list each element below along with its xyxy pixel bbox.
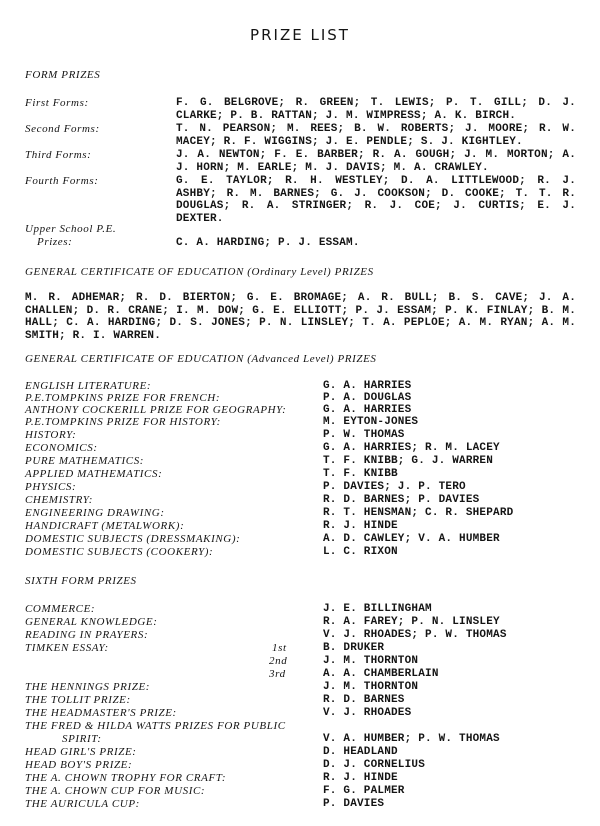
- advanced-subject: P.E.TOMPKINS PRIZE FOR FRENCH:: [25, 392, 221, 404]
- third-forms-names: J. A. NEWTON; F. E. BARBER; R. A. GOUGH; J. M. MORTON; A. J. HORN; M. EARLE; M. J. DAVIS; M. A. CRAWLEY.: [176, 149, 576, 174]
- advanced-winner: T. F. KNIBB; G. J. WARREN: [323, 455, 494, 467]
- gce-ordinary-heading: GENERAL CERTIFICATE OF EDUCATION (Ordinary Level) PRIZES: [25, 266, 374, 278]
- advanced-subject: ENGLISH LITERATURE:: [25, 380, 152, 392]
- sixth-form-winner: J. M. THORNTON: [323, 681, 419, 693]
- advanced-winner: R. J. HINDE: [323, 520, 398, 532]
- sixth-form-label: HEAD GIRL'S PRIZE:: [25, 746, 137, 758]
- sixth-form-winner: R. J. HINDE: [323, 772, 398, 784]
- advanced-winner: R. T. HENSMAN; C. R. SHEPARD: [323, 507, 514, 519]
- advanced-winner: R. D. BARNES; P. DAVIES: [323, 494, 480, 506]
- upper-school-label-line2: Prizes:: [37, 236, 73, 248]
- sixth-form-label: COMMERCE:: [25, 603, 96, 615]
- advanced-subject: DOMESTIC SUBJECTS (DRESSMAKING):: [25, 533, 241, 545]
- sixth-form-label: THE AURICULA CUP:: [25, 798, 140, 810]
- advanced-subject: PHYSICS:: [25, 481, 77, 493]
- sixth-form-label: THE HEADMASTER'S PRIZE:: [25, 707, 177, 719]
- form-prizes-heading: FORM PRIZES: [25, 69, 101, 81]
- second-forms-label: Second Forms:: [25, 123, 100, 135]
- sixth-form-winner: J. E. BILLINGHAM: [323, 603, 432, 615]
- advanced-winner: P. W. THOMAS: [323, 429, 405, 441]
- advanced-winner: P. A. DOUGLAS: [323, 392, 412, 404]
- advanced-subject: DOMESTIC SUBJECTS (COOKERY):: [25, 546, 214, 558]
- sixth-form-winner: V. A. HUMBER; P. W. THOMAS: [323, 733, 500, 745]
- gce-ordinary-names: M. R. ADHEMAR; R. D. BIERTON; G. E. BROMAGE; A. R. BULL; B. S. CAVE; J. A. CHALLEN; D. R. CRANE; I. M. DOW; G. E. ELLIOTT; P. J. ESSAM; P. K. FINLAY; B. M. HALL; C. A. HARDING; D. S. JONES; P. N. LINSLEY; T. A. PEPLOE; A. M. RYAN; A. M. SMITH; R. I. WARREN.: [25, 292, 576, 342]
- sixth-form-winner: D. HEADLAND: [323, 746, 398, 758]
- page-title: PRIZE LIST: [250, 26, 350, 44]
- fourth-forms-label: Fourth Forms:: [25, 175, 99, 187]
- advanced-subject: HANDICRAFT (METALWORK):: [25, 520, 185, 532]
- sixth-form-label: THE A. CHOWN CUP FOR MUSIC:: [25, 785, 206, 797]
- sixth-form-label: THE FRED & HILDA WATTS PRIZES FOR PUBLIC: [25, 720, 286, 732]
- sixth-form-winner: J. M. THORNTON: [323, 655, 419, 667]
- advanced-subject: PURE MATHEMATICS:: [25, 455, 145, 467]
- sixth-form-label: SPIRIT:: [62, 733, 102, 745]
- sixth-form-winner: R. D. BARNES: [323, 694, 405, 706]
- advanced-winner: G. A. HARRIES: [323, 404, 412, 416]
- sixth-form-label: GENERAL KNOWLEDGE:: [25, 616, 158, 628]
- sixth-form-winner: R. A. FAREY; P. N. LINSLEY: [323, 616, 500, 628]
- advanced-winner: M. EYTON-JONES: [323, 416, 419, 428]
- advanced-winner: G. A. HARRIES; R. M. LACEY: [323, 442, 500, 454]
- sixth-form-winner: B. DRUKER: [323, 642, 385, 654]
- advanced-winner: G. A. HARRIES: [323, 380, 412, 392]
- sixth-form-label: READING IN PRAYERS:: [25, 629, 149, 641]
- sixth-form-winner: F. G. PALMER: [323, 785, 405, 797]
- sixth-form-label: THE HENNINGS PRIZE:: [25, 681, 151, 693]
- advanced-subject: ANTHONY COCKERILL PRIZE FOR GEOGRAPHY:: [25, 404, 287, 416]
- advanced-subject: ECONOMICS:: [25, 442, 98, 454]
- sixth-form-place: 3rd: [269, 668, 286, 680]
- sixth-form-place: 1st: [272, 642, 287, 654]
- first-forms-names: F. G. BELGROVE; R. GREEN; T. LEWIS; P. T. GILL; D. J. CLARKE; P. B. RATTAN; J. M. WIMPRESS; A. K. BIRCH.: [176, 97, 576, 122]
- upper-school-label-line1: Upper School P.E.: [25, 223, 117, 235]
- second-forms-names: T. N. PEARSON; M. REES; B. W. ROBERTS; J. MOORE; R. W. MACEY; R. F. WIGGINS; J. E. PENDLE; S. J. KIGHTLEY.: [176, 123, 576, 148]
- sixth-form-winner: P. DAVIES: [323, 798, 385, 810]
- advanced-subject: P.E.TOMPKINS PRIZE FOR HISTORY:: [25, 416, 221, 428]
- sixth-form-label: TIMKEN ESSAY:: [25, 642, 109, 654]
- advanced-winner: P. DAVIES; J. P. TERO: [323, 481, 466, 493]
- sixth-form-label: THE A. CHOWN TROPHY FOR CRAFT:: [25, 772, 227, 784]
- advanced-winner: T. F. KNIBB: [323, 468, 398, 480]
- sixth-form-place: 2nd: [269, 655, 288, 667]
- first-forms-label: First Forms:: [25, 97, 89, 109]
- sixth-form-heading: SIXTH FORM PRIZES: [25, 575, 137, 587]
- sixth-form-winner: A. A. CHAMBERLAIN: [323, 668, 439, 680]
- sixth-form-winner: V. J. RHOADES: [323, 707, 412, 719]
- advanced-subject: HISTORY:: [25, 429, 77, 441]
- advanced-subject: ENGINEERING DRAWING:: [25, 507, 165, 519]
- sixth-form-label: THE TOLLIT PRIZE:: [25, 694, 131, 706]
- advanced-winner: A. D. CAWLEY; V. A. HUMBER: [323, 533, 500, 545]
- advanced-subject: APPLIED MATHEMATICS:: [25, 468, 163, 480]
- sixth-form-winner: V. J. RHOADES; P. W. THOMAS: [323, 629, 507, 641]
- third-forms-label: Third Forms:: [25, 149, 92, 161]
- fourth-forms-names: G. E. TAYLOR; R. H. WESTLEY; D. A. LITTLEWOOD; R. J. ASHBY; R. M. BARNES; G. J. COOKSON; D. COOKE; T. T. R. DOUGLAS; R. A. STRINGER; R. J. COE; J. CURTIS; E. J. DEXTER.: [176, 175, 576, 225]
- upper-school-names: C. A. HARDING; P. J. ESSAM.: [176, 237, 360, 249]
- sixth-form-label: HEAD BOY'S PRIZE:: [25, 759, 133, 771]
- gce-advanced-heading: GENERAL CERTIFICATE OF EDUCATION (Advanced Level) PRIZES: [25, 353, 377, 365]
- advanced-subject: CHEMISTRY:: [25, 494, 94, 506]
- sixth-form-winner: D. J. CORNELIUS: [323, 759, 426, 771]
- advanced-winner: L. C. RIXON: [323, 546, 398, 558]
